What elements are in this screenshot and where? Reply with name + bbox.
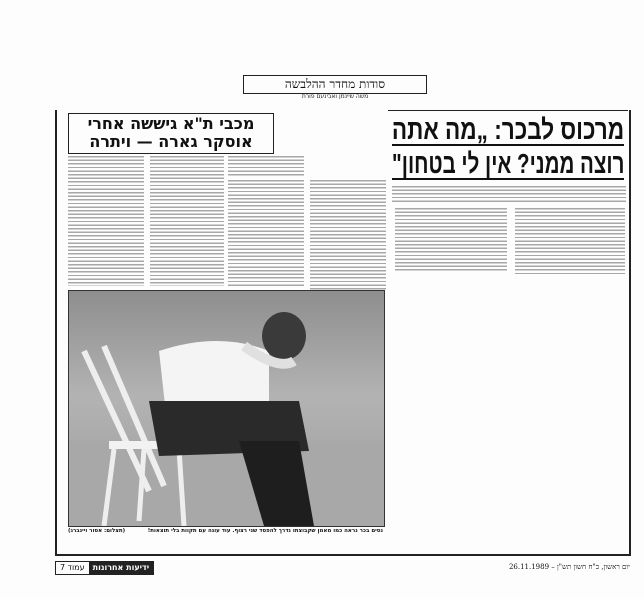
headline-line-2: רוצה ממני? אין לי בטחון" bbox=[391, 148, 624, 179]
text-column bbox=[228, 156, 304, 176]
headline-row-1 bbox=[392, 115, 624, 146]
main-headline bbox=[392, 115, 624, 183]
photo-credit: (תצלום: אסור ויינברג) bbox=[68, 528, 126, 534]
publication-date: יום ראשון, כ"ח חשון תש"ן – 26.11.1989 bbox=[508, 563, 630, 571]
frame-divider bbox=[388, 110, 628, 111]
subheadline-line-1: מכבי ת"א גיששה אחרי bbox=[87, 114, 255, 133]
text-column bbox=[150, 156, 224, 286]
page-number: עמוד 7 bbox=[60, 563, 85, 572]
text-column bbox=[310, 180, 386, 290]
subheadline-line-2: אוסקר גארה — ויתרה bbox=[89, 132, 253, 151]
sub-headline-box bbox=[68, 113, 274, 154]
lead-paragraph bbox=[392, 186, 626, 202]
headline-line-1: מרכוס לבכר: „מה אתה bbox=[391, 114, 624, 145]
newspaper-masthead bbox=[55, 561, 154, 575]
byline: משה שיינמן ואבינעם פורת bbox=[301, 93, 369, 100]
text-column bbox=[515, 208, 625, 276]
section-kicker: סודות מחדר ההלבשה bbox=[243, 75, 427, 94]
photo-caption: נסים בכר נראה כמו מאמן שקבוצתו נדרך להפסד שני רצוף. עוד עונה עם תקוות בלי תוצאות! bbox=[147, 528, 383, 534]
text-column bbox=[228, 180, 304, 286]
photo-coach-on-chair bbox=[68, 290, 385, 527]
text-column bbox=[395, 208, 507, 272]
text-column bbox=[68, 156, 144, 286]
photo-caption-row bbox=[68, 528, 383, 534]
paper-name: ידיעות אחרונות bbox=[89, 562, 153, 574]
headline-row-2 bbox=[392, 149, 624, 180]
